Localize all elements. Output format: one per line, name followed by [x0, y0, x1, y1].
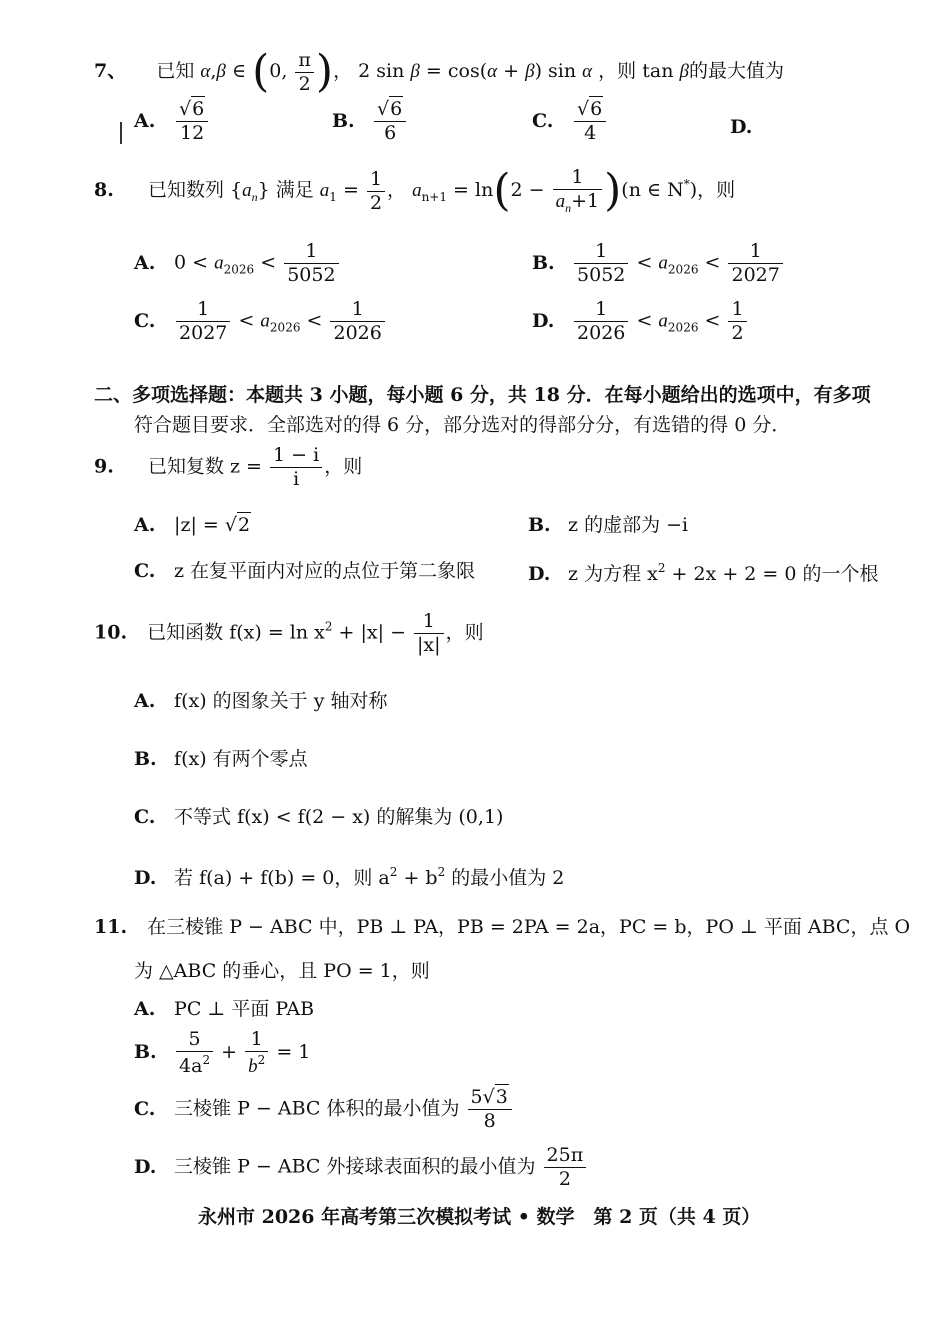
q8-option-a[interactable]: A. $0 < a_{2026}$ < $\frac{1}{5052}$ — [134, 242, 341, 285]
q7-option-d[interactable]: D. — [730, 116, 753, 138]
question-number: 9. — [94, 455, 114, 478]
question-11-stem: 11. 在三棱锥 P − ABC 中，PB ⊥ PA，PB = 2PA = 2a，PC = b，PO ⊥ 平面 ABC，点 O — [94, 916, 911, 938]
question-7-stem: 7、 已知 α,β ∈ (0, $\frac{\pi}{2}$ )， 2 sin β = cos(α + β) sin α ，则 tan β的最大值为 — [94, 46, 784, 97]
q9-option-b[interactable]: B. z 的虚部为 −i — [528, 514, 689, 536]
q7-option-c[interactable]: C. $\frac{√6}{4}$ — [532, 100, 608, 143]
q7-option-b[interactable]: B. $\frac{√6}{6}$ — [332, 100, 408, 143]
q8-option-c[interactable]: C. $\frac{1}{2027}$ < $a_{2026}$ < $\frac{1}{2026}$ — [134, 300, 387, 343]
q8-option-d[interactable]: D. $\frac{1}{2026}$ < $a_{2026}$ < $\frac{1}{2}$ — [532, 300, 749, 343]
q10-option-b[interactable]: B. f(x) 有两个零点 — [134, 748, 308, 770]
q11-option-a[interactable]: A. PC ⊥ 平面 PAB — [134, 998, 315, 1020]
question-number: 10. — [94, 621, 128, 644]
question-8-stem: 8. 已知数列 $\{a_n\}$ 满足 $a_1$ = $\frac{1}{2}$ ， $a_{n+1} = \ln(2$ − $\frac{1}{a_n+1}$ )(n ∈ N*)，则 — [94, 165, 736, 216]
q10-option-d[interactable]: D. 若 f(a) + f(b) = 0，则 $a^2 + b^2$ 的最小值为 2 — [134, 865, 565, 889]
q10-option-c[interactable]: C. 不等式 f(x) < f(2 − x) 的解集为 (0,1) — [134, 806, 504, 828]
pen-mark — [120, 122, 122, 144]
section-2-instructions: 符合题目要求．全部选对的得 6 分，部分选对的得部分分，有选错的得 0 分． — [134, 414, 791, 436]
q11-option-c[interactable]: C. 三棱锥 P − ABC 体积的最小值为 $\frac{5√3}{8}$ — [134, 1088, 514, 1131]
question-10-stem: 10. 已知函数 $f(x) = \ln x^2 + |x|$ − $\frac{1}{|x|}$ ，则 — [94, 610, 484, 656]
q9-option-a[interactable]: A. |z| = √2 — [134, 514, 251, 536]
question-number: 11. — [94, 916, 128, 938]
q11-option-b[interactable]: B. $\frac{5}{4a^2}$ + $\frac{1}{b^2}$ = 1 — [134, 1028, 311, 1077]
question-11-stem-cont: 为 △ABC 的垂心，且 PO = 1，则 — [134, 960, 430, 982]
q7-option-a[interactable]: A. $\frac{√6}{12}$ — [134, 100, 210, 143]
question-number: 7、 — [94, 60, 127, 82]
section-2-heading: 二、多项选择题：本题共 3 小题，每小题 6 分，共 18 分．在每小题给出的选项中，有多项 — [94, 384, 871, 406]
q11-option-d[interactable]: D. 三棱锥 P − ABC 外接球表面积的最小值为 $\frac{25\pi}{2}$ — [134, 1146, 588, 1189]
question-9-stem: 9. 已知复数 z = $\frac{1 - i}{i}$ ，则 — [94, 444, 363, 490]
question-number: 8. — [94, 179, 114, 201]
q8-option-b[interactable]: B. $\frac{1}{5052}$ < $a_{2026}$ < $\frac{1}{2027}$ — [532, 242, 785, 285]
q9-option-d[interactable]: D. z 为方程 $x^2 + 2x + 2 = 0$ 的一个根 — [528, 561, 879, 585]
q10-option-a[interactable]: A. f(x) 的图象关于 y 轴对称 — [134, 690, 388, 712]
fraction-pi-over-2: $\frac{\pi}{2}$ — [295, 51, 314, 94]
stem-text: 已知 — [156, 60, 195, 82]
page-footer: 永州市 2026 年高考第三次模拟考试 • 数学 第 2 页（共 4 页） — [198, 1206, 761, 1228]
q9-option-c[interactable]: C. z 在复平面内对应的点位于第二象限 — [134, 560, 476, 582]
